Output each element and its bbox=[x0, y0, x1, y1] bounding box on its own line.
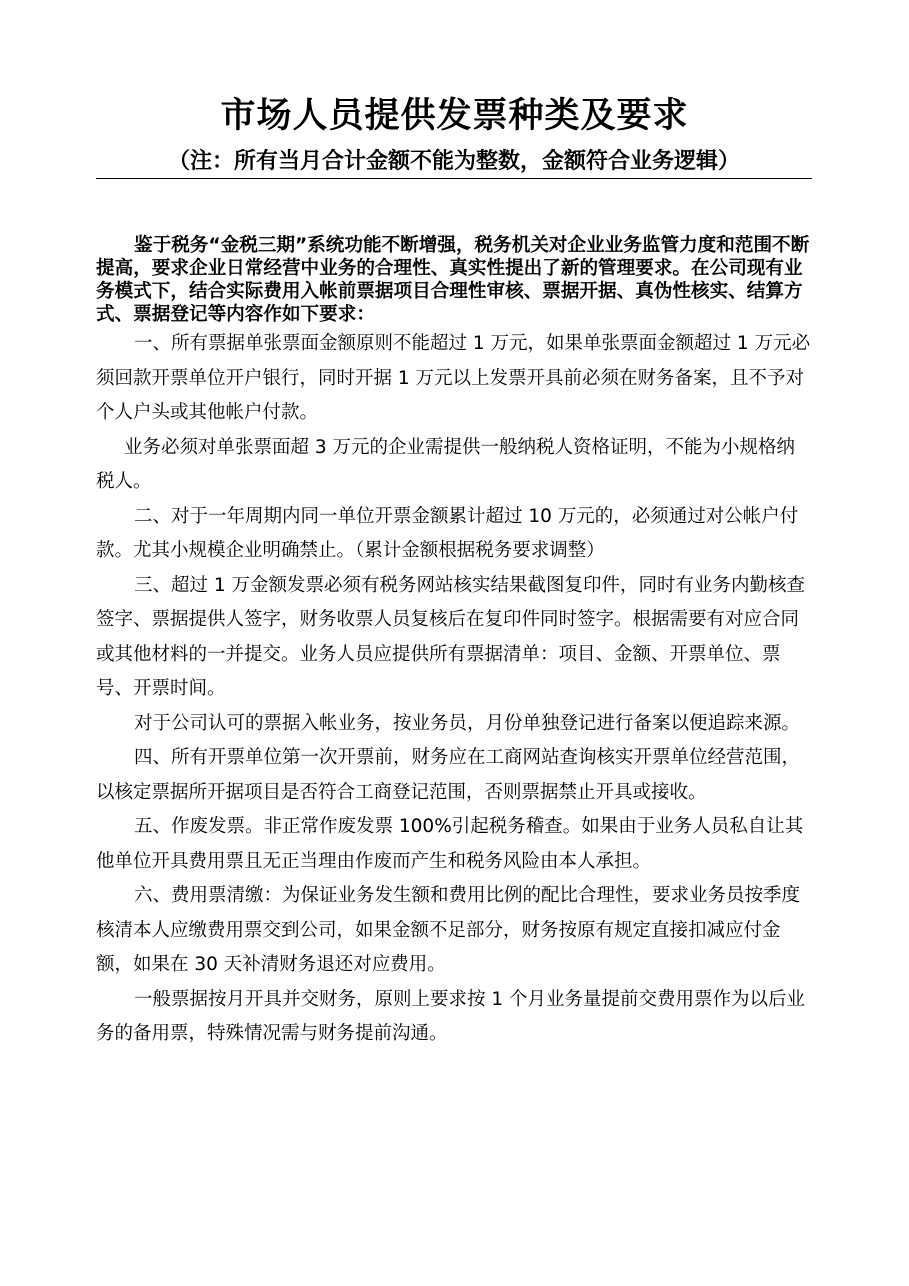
paragraph-rule-2: 二、对于一年周期内同一单位开票金额累计超过 10 万元的，必须通过对公帐户付款。尤其小规模企业明确禁止。（累计金额根据税务要求调整） bbox=[96, 505, 799, 561]
document-subtitle: （注：所有当月合计金额不能为整数，金额符合业务逻辑） bbox=[96, 147, 812, 179]
paragraph-rule-3: 三、超过 1 万金额发票必须有税务网站核实结果截图复印件，同时有业务内勤核查签字、票据提供人签字，财务收票人员复核后在复印件同时签字。根据需要有对应合同或其他材料的一并提交。业务人员应提供所有票据清单：项目、金额、开票单位、票号、开票时间。 bbox=[96, 574, 806, 699]
paragraph-rule-1: 一、所有票据单张票面金额原则不能超过 1 万元，如果单张票面金额超过 1 万元必须回款开票单位开户银行，同时开据 1 万元以上发票开具前必须在财务备案，且不予对个人户头或其他帐户付款。 bbox=[96, 333, 811, 423]
paragraph-rule-5: 五、作废发票。非正常作废发票 100%引起税务稽查。如果由于业务人员私自让其他单位开具费用票且无正当理由作废而产生和税务风险由本人承担。 bbox=[96, 816, 804, 872]
body-text bbox=[96, 327, 812, 1052]
paragraph-rule-6: 六、费用票清缴：为保证业务发生额和费用比例的配比合理性，要求业务员按季度核清本人应缴费用票交到公司，如果金额不足部分，财务按原有规定直接扣减应付金额，如果在 30 天补清财务退还对应费用。 bbox=[96, 885, 801, 975]
paragraph-rule-1-note: 业务必须对单张票面超 3 万元的企业需提供一般纳税人资格证明，不能为小规格纳税人。 bbox=[96, 436, 796, 492]
paragraph-rule-4: 四、所有开票单位第一次开票前，财务应在工商网站查询核实开票单位经营范围，以核定票据所开据项目是否符合工商登记范围，否则票据禁止开具或接收。 bbox=[96, 747, 801, 803]
document-title: 市场人员提供发票种类及要求 bbox=[220, 96, 689, 136]
paragraph-rule-3-note: 对于公司认可的票据入帐业务，按业务员，月份单独登记进行备案以便追踪来源。 bbox=[134, 712, 801, 734]
paragraph-closing: 一般票据按月开具并交财务，原则上要求按 1 个月业务量提前交费用票作为以后业务的备用票，特殊情况需与财务提前沟通。 bbox=[96, 988, 806, 1044]
intro-paragraph: 鉴于税务“金税三期”系统功能不断增强，税务机关对企业业务监管力度和范围不断提高，要求企业日常经营中业务的合理性、真实性提出了新的管理要求。在公司现有业务模式下，结合实际费用入帐前票据项目合理性审核、票据开据、真伪性核实、结算方式、票据登记等内容作如下要求： bbox=[96, 235, 810, 325]
